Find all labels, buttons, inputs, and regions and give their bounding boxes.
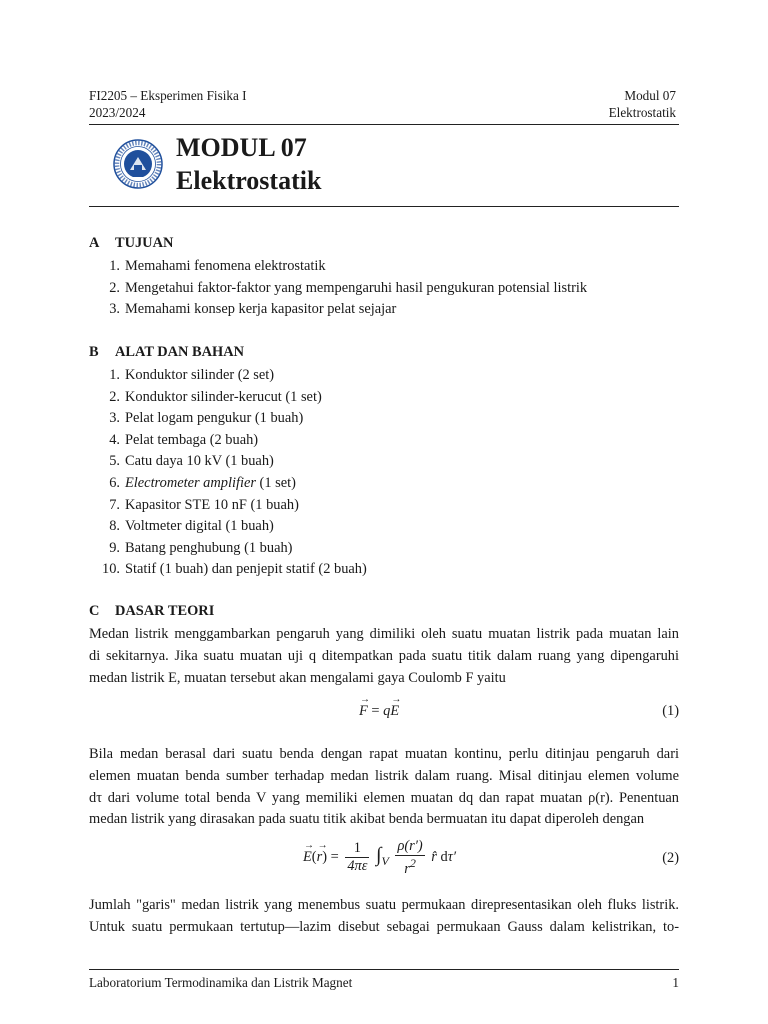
- equation-2: → E(→ r) = $\frac{1}{4\pi\varepsilon}$ $\int_V$ $\frac{\rho(r')}{r^2}$ r̂ dτ′ (2): [89, 838, 679, 886]
- module-topic: Elektrostatik: [608, 105, 676, 120]
- section-c-heading: C DASAR TEORI: [89, 603, 215, 619]
- list-item: 2. Mengetahui faktor-faktor yang mempengaruhi hasil pengukuran potensial listrik: [109, 279, 588, 296]
- title-divider: [89, 206, 679, 207]
- section-b-heading: B ALAT DAN BAHAN: [89, 344, 244, 360]
- objectives-list: [89, 256, 679, 321]
- page-number: 1: [672, 975, 679, 990]
- course-code: FI2205 – Eksperimen Fisika I: [89, 88, 247, 103]
- university-seal-icon: [113, 139, 163, 189]
- footer-lab: Laboratorium Termodinamika dan Listrik Magnet: [89, 975, 353, 990]
- list-item: 6. Electrometer amplifier (1 set): [109, 474, 296, 491]
- list-item: 7. Kapasitor STE 10 nF (1 buah): [109, 496, 299, 513]
- paragraph-1: Medan listrik menggambarkan pengaruh yang dimiliki oleh suatu muatan listrik pada muatan lain di sekitarnya. Jika suatu muatan uji q ditempatkan pada suatu titik dalam ruang yang dipengaruhi medan listrik E, muatan tersebut akan mengalami gaya Coulomb F yaitu: [89, 626, 679, 686]
- list-item: 10. Statif (1 buah) dan penjepit statif (2 buah): [102, 561, 367, 578]
- list-item: 1. Konduktor silinder (2 set): [109, 367, 275, 383]
- list-item: 5. Catu daya 10 kV (1 buah): [109, 453, 274, 470]
- page-footer: [89, 975, 679, 991]
- list-item: 8. Voltmeter digital (1 buah): [109, 518, 274, 535]
- header-divider: [89, 124, 679, 125]
- footer-divider: [89, 969, 679, 970]
- list-item: 2. Konduktor silinder-kerucut (1 set): [109, 388, 322, 405]
- academic-year: 2023/2024: [89, 105, 146, 120]
- title-block: [89, 132, 679, 204]
- list-item: 1. Memahami fenomena elektrostatik: [109, 258, 326, 274]
- equation-1: → F = q→ E (1): [89, 703, 679, 725]
- section-a-heading: A TUJUAN: [89, 235, 174, 251]
- list-item: 3. Pelat logam pengukur (1 buah): [109, 410, 304, 427]
- paragraph-3: Jumlah "garis" medan listrik yang menembus suatu permukaan direpresentasikan oleh fluks listrik. Untuk suatu permukaan tertutup—lazim disebut sebagai permukaan Gauss dalam kelistrikan, to-: [89, 897, 679, 935]
- list-item: 9. Batang penghubung (1 buah): [109, 539, 293, 556]
- module-subtitle: Elektrostatik: [176, 166, 322, 195]
- materials-list: [89, 365, 679, 581]
- module-title: MODUL 07: [176, 133, 307, 162]
- module-number: Modul 07: [624, 88, 676, 103]
- list-item: 3. Memahami konsep kerja kapasitor pelat sejajar: [109, 301, 397, 318]
- paragraph-2: Bila medan berasal dari suatu benda dengan rapat muatan kontinu, perlu ditinjau pengaruh dari elemen muatan benda sumber terhadap medan listrik dalam ruang. Misal ditinjau elemen volume dτ dari volume total benda V yang memiliki elemen muatan dq dan rapat muatan ρ(r). Penentuan medan listrik yang dirasakan pada suatu titik akibat benda bermuatan itu dapat diperoleh dengan: [89, 746, 679, 828]
- list-item: 4. Pelat tembaga (2 buah): [109, 431, 259, 448]
